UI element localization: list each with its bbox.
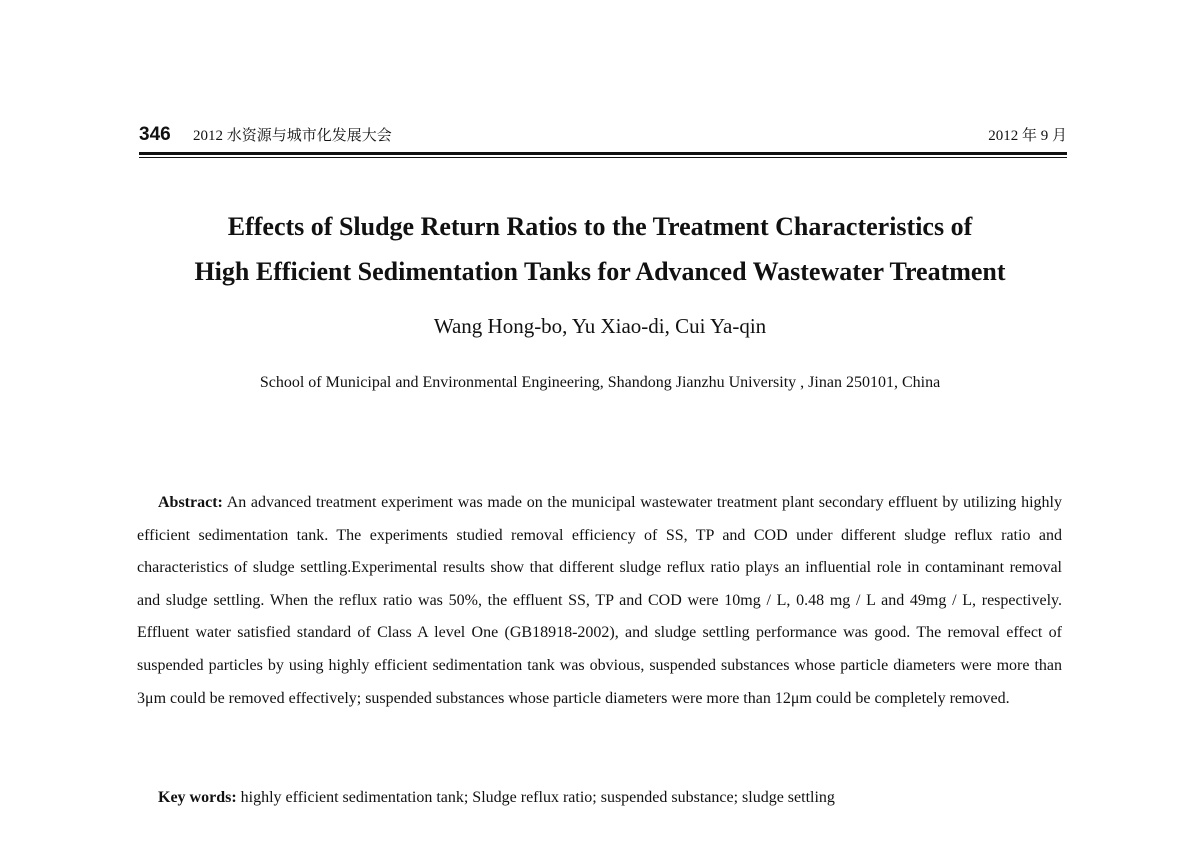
keywords-label: Key words: — [158, 789, 237, 806]
issue-date: 2012 年 9 月 — [988, 128, 1067, 144]
page-number: 346 — [139, 124, 171, 145]
paper-title — [100, 204, 1100, 294]
affiliation: School of Municipal and Environmental Engineering, Shandong Jianzhu University , Jinan 250101, China — [259, 374, 941, 391]
running-header — [139, 124, 1067, 146]
conference-name: 2012 水资源与城市化发展大会 — [193, 128, 392, 144]
title-line-2: High Efficient Sedimentation Tanks for Advanced Wastewater Treatment — [194, 257, 1006, 286]
keywords — [158, 785, 1062, 811]
header-rule-thick — [139, 152, 1067, 155]
header-rule-thin — [139, 157, 1067, 158]
author-list: Wang Hong-bo, Yu Xiao-di, Cui Ya-qin — [433, 314, 767, 338]
title-line-1: Effects of Sludge Return Ratios to the Treatment Characteristics of — [227, 212, 973, 241]
abstract-label: Abstract: — [158, 494, 223, 511]
keywords-text: highly efficient sedimentation tank; Sludge reflux ratio; suspended substance; sludge settling — [240, 789, 835, 806]
abstract — [137, 487, 1062, 715]
abstract-text: An advanced treatment experiment was made on the municipal wastewater treatment plant secondary effluent by utilizing highly efficient sedimentation tank. The experiments studied removal efficiency of SS, TP and COD under different sludge reflux ratio and characteristics of sludge settling.Experimental results show that different sludge reflux ratio plays an influential role in contaminant removal and sludge settling. When the reflux ratio was 50%, the effluent SS, TP and COD were 10mg / L, 0.48 mg / L and 49mg / L, respectively. Effluent water satisfied standard of Class A level One (GB18918-2002), and sludge settling performance was good. The removal effect of suspended particles by using highly efficient sedimentation tank was obvious, suspended substances whose particle diameters were more than 3μm could be removed effectively; suspended substances whose particle diameters were more than 12μm could be completely removed. — [137, 494, 1062, 707]
